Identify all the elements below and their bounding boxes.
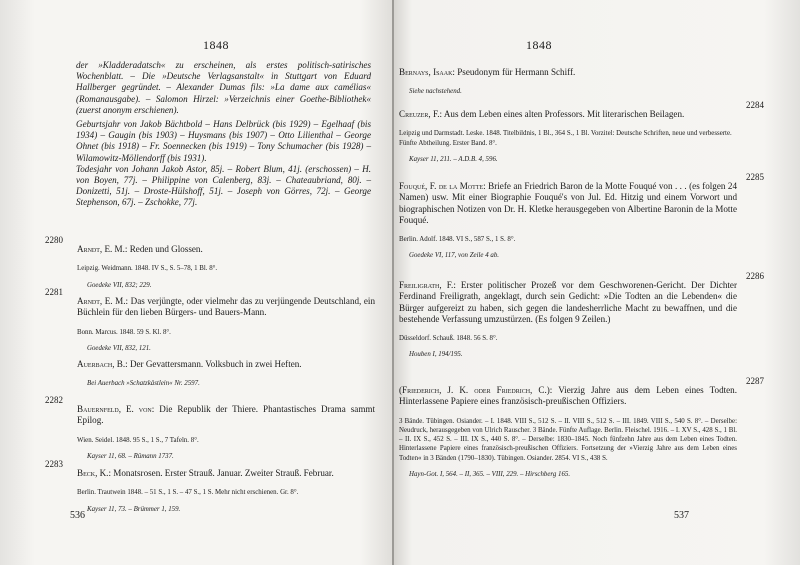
list-item xyxy=(399,376,779,486)
page-year: 1848 xyxy=(526,38,552,52)
entry-author: Beck, K.: xyxy=(77,468,111,479)
page-number: 537 xyxy=(674,510,689,521)
entry-reference: Houben I, 194/195. xyxy=(409,351,463,359)
entry-title: Monatsrosen. Erster Strauß. Januar. Zweiter Strauß. Februar. xyxy=(113,468,334,479)
entry-number: 2286 xyxy=(746,271,764,281)
list-item xyxy=(45,459,375,521)
page-year: 1848 xyxy=(203,38,229,52)
entry-number: 2285 xyxy=(746,172,764,182)
list-item xyxy=(399,100,779,171)
entry-imprint: Leipzig. Weidmann. 1848. IV S., S. 5–78, 1 Bl. 8°. xyxy=(77,265,218,273)
entry-reference: Goedeke VII, 832, 121. xyxy=(87,344,151,352)
entry-author: Freiligrath, F.: xyxy=(399,280,456,291)
entry-number: 2284 xyxy=(746,100,764,110)
entry-imprint: Berlin. Trautwein 1848. – 51 S., 1 S. – 47 S., 1 S. Mehr nicht erschienen. Gr. 8°. xyxy=(77,489,299,497)
entry-imprint: Bonn. Marcus. 1848. 59 S. Kl. 8°. xyxy=(77,328,171,336)
entry-imprint: Berlin. Adolf. 1848. VI S., 587 S., 1 S. 8°. xyxy=(399,236,516,243)
entry-author: Bernays, Isaak: xyxy=(399,67,455,78)
entry-title: Das verjüngte, oder vielmehr das zu verjüngende Deutschland, ein Büchlein für den lieben Bürgers- und Bauers-Mann. xyxy=(77,296,375,318)
list-item xyxy=(399,172,779,267)
entry-imprint: Düsseldorf. Schauß. 1848. 56 S. 8°. xyxy=(399,335,498,342)
entry-number: 2287 xyxy=(746,376,764,386)
continuation-text: der »Kladderadatsch« zu erscheinen, als erstes politisch-satirisches Wochenblatt. – Die »Deutsche Verlagsanstalt« in Stuttgart von Eduard Hallberger gegründet. – Alexander Dumas fils: »La dame aux camélias« (Romanausgabe). – Salomon Hirzel: »Verzeichnis einer Goethe-Bibliothek« (zuerst anonym erschienen). xyxy=(76,60,371,115)
year-notes xyxy=(76,60,371,209)
entry-number: 2281 xyxy=(45,287,63,297)
entry-title: Briefe an Friedrich Baron de la Motte Fouqué von . . . (es folgen 24 Namen) usw. Mit einer Biographie Fouqué's von Jul. Ed. Hitzig und einem Vorwort und biographischen Notizen von Dr. H. Kletke herausgegeben von Albertine Baronin de la Motte Fouqué. xyxy=(399,181,737,225)
entry-number: 2282 xyxy=(45,395,63,405)
entry-title: Pseudonym für Hermann Schiff. xyxy=(457,67,576,78)
entry-author: Fouqué, F. de la Motte: xyxy=(399,181,486,192)
entry-number: 2280 xyxy=(45,235,63,245)
entry-author: Bauernfeld, E. von: xyxy=(77,404,155,415)
entry-author: (Friederich, J. K. oder Friedrich, C.): xyxy=(399,385,553,396)
entry-reference: Siehe nachstehend. xyxy=(409,88,462,96)
list-item xyxy=(45,350,375,396)
entry-author: Auerbach, B.: xyxy=(77,359,128,370)
entry-reference: Kayser 11, 68. – Rümann 1737. xyxy=(87,452,174,460)
entry-number: 2283 xyxy=(45,459,63,469)
entry-reference: Bei Auerbach »Schatzkästlein« Nr. 2597. xyxy=(87,380,200,388)
entry-reference: Goedeke VII, 832; 229. xyxy=(87,281,152,289)
list-item xyxy=(399,271,779,366)
entry-imprint: Leipzig und Darmstadt. Leske. 1848. Titelbildnis, 1 Bl., 364 S., 1 Bl. Vorzitel: Deutsche Schriften, neue und verbesserte. Fünfte Abtheilung. Erster Band. 8°. xyxy=(399,130,732,147)
entry-reference: Goedeke VI, 117, von Zeile 4 ab. xyxy=(409,252,499,260)
left-page xyxy=(0,0,394,565)
entry-title: Der Gevattersmann. Volksbuch in zwei Heften. xyxy=(129,359,302,370)
entry-reference: Kayser 11, 211. – A.D.B. 4, 596. xyxy=(409,155,498,163)
entry-reference: Kayser 11, 73. – Brümmer 1, 159. xyxy=(87,505,181,513)
entry-title: Aus dem Leben eines alten Professors. Mit literarischen Beilagen. xyxy=(443,109,685,120)
entry-author: Arndt, E. M.: xyxy=(77,244,128,255)
entry-title: Erster politischer Prozeß vor dem Geschworenen-Gericht. Der Dichter Ferdinand Freiligrath, angeklagt, durch sein Gedicht: »Die Todten an die Lebenden« die Bürger aufgereizt zu haben, sich gegen die landesherrliche Macht zu bewaffnen, und die bestehende Verfassung umzustürzen. (Es folgen 9 Zeilen.) xyxy=(399,280,737,324)
deaths-text: Todesjahr von Johann Jakob Astor, 85j. – Robert Blum, 41j. (erschossen) – H. von Boyen, 77j. – Philippine von Calenberg, 83j. – Chateaubriand, 80j. – Donizetti, 51j. – Droste-Hülshoff, 51j. – Joseph von Görres, 72j. – George Stephenson, 67j. – Zschokke, 77j. xyxy=(76,163,371,208)
births-text: Geburtsjahr von Jakob Bächtbold – Hans Delbrück (bis 1929) – Egelhaaf (bis 1934) – Gaugin (bis 1903) – Huysmans (bis 1907) – Otto Lilienthal – George Ohnet (bis 1918) – Fr. Soennecken (bis 1919) – Tony Schumacher (bis 1928) – Wilamowitz-Möllendorff (bis 1931). xyxy=(76,119,371,163)
entry-title: Reden und Glossen. xyxy=(129,244,203,255)
entry-imprint: Wien. Seidel. 1848. 95 S., 1 S., 7 Tafeln. 8°. xyxy=(77,436,199,444)
entry-author: Arndt, E. M.: xyxy=(77,296,129,307)
entry-title: Vierzig Jahre aus dem Leben eines Todten. Hinterlassene Papiere eines französisch-preußischen Offiziers. xyxy=(399,385,738,407)
entry-imprint: 3 Bände. Tübingen. Osiander. – I. 1848. VIII S., 512 S. – II. VIII S., 512 S. – III. 1849. VIII S., 540 S. 8°. – Derselbe: Neudruck, herausgegeben von Ulrich Rauscher. 3 Bände. Fünfte Auflage. Berlin. Fleischel. 1916. – I. XV S., 428 S., 1 Bl. – II. IX S., 452 S. – III. IX S., 440 S. 8°. – Derselbe: 1830–1845. Noch fünfzehn Jahre aus dem Leben eines Todten. Hinterlassene Papiere eines französisch-preußischen Offiziers. Fortsetzung der »Vierzig Jahre aus dem Leben eines Todten« in 3 Bänden (1790–1830). Tübingen. Osiander. 2854. VI S., 438 S. xyxy=(399,417,737,462)
entry-author: Creuzer, F.: xyxy=(399,109,443,120)
list-item xyxy=(45,395,375,468)
page-number: 536 xyxy=(70,510,85,521)
list-item xyxy=(399,58,737,104)
entry-reference: Hayn-Got. I, 564. – II, 365. – VIII, 229. – Hirschberg 165. xyxy=(409,470,571,478)
right-page xyxy=(394,0,800,565)
entry-title: Die Republik der Thiere. Phantastisches Drama sammt Epilog. xyxy=(77,404,376,426)
